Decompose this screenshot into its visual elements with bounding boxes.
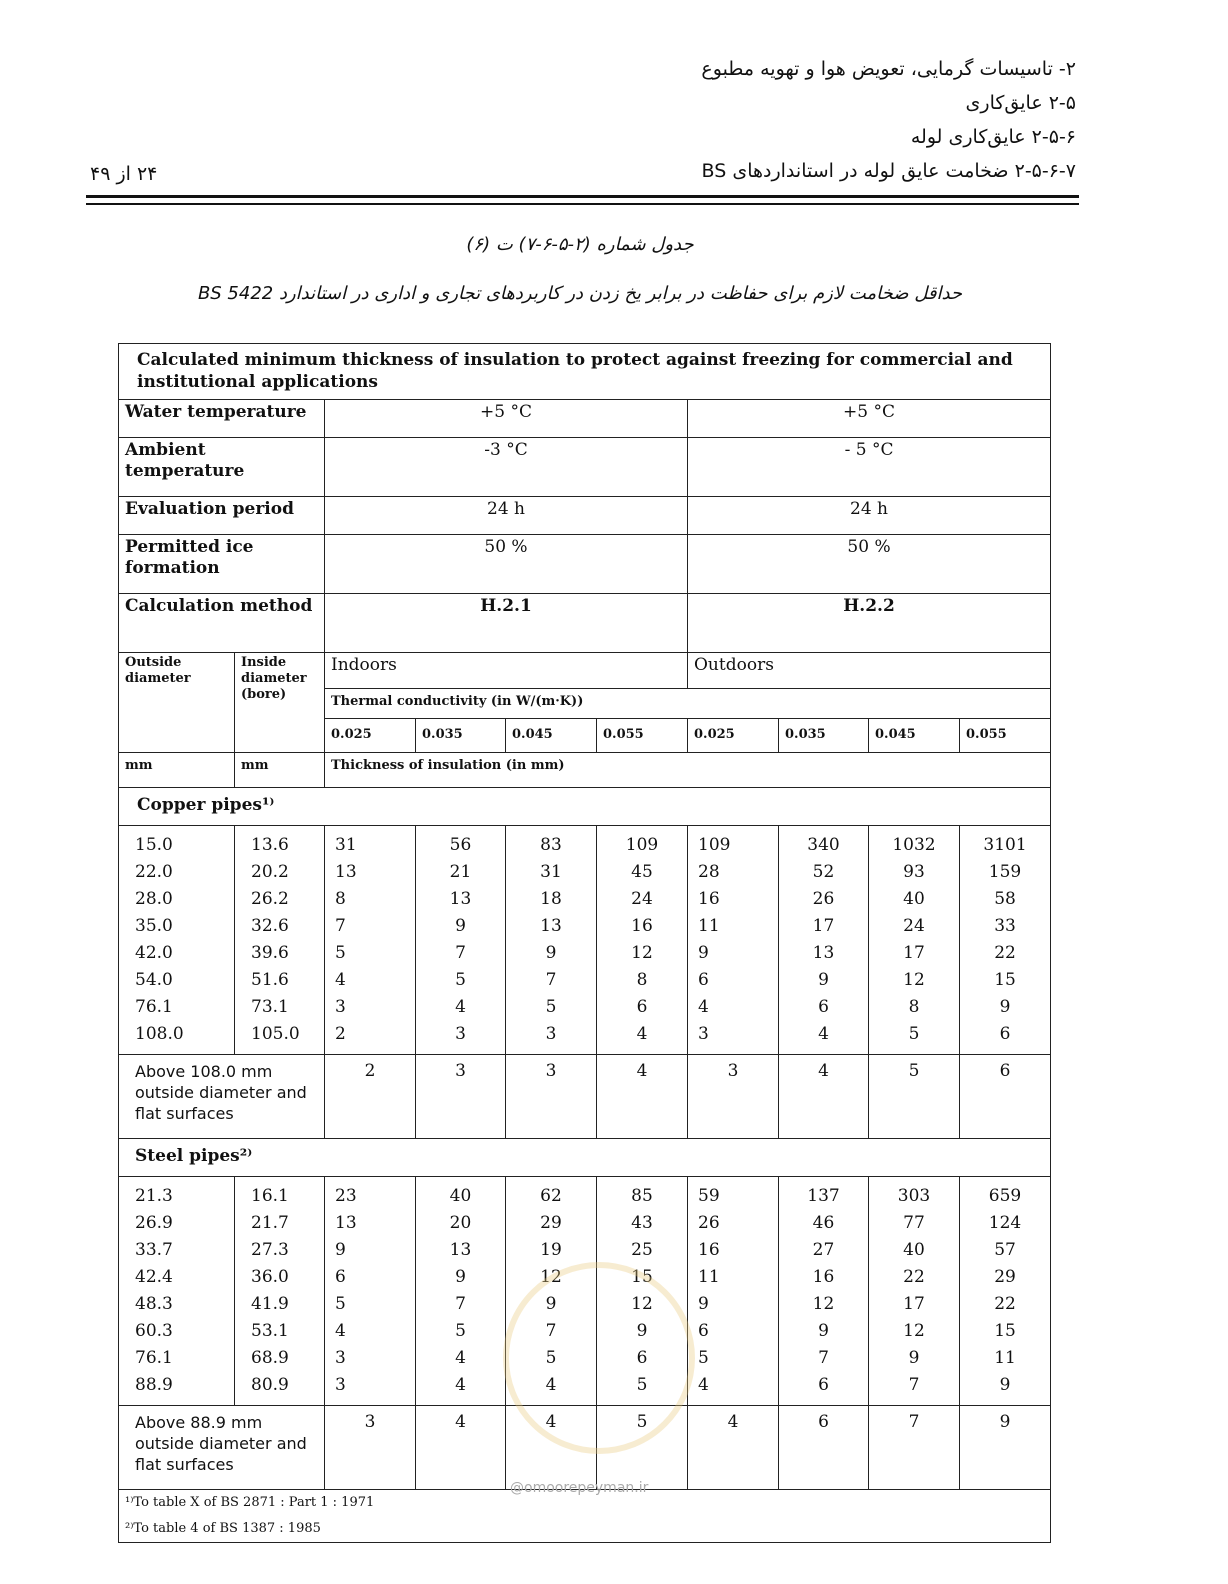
thickness-cell: 5 [325, 940, 416, 967]
diameter-cell: 54.0 [119, 967, 235, 994]
outdoors-header: Outdoors [688, 653, 1051, 689]
thickness-cell: 12 [779, 1291, 869, 1318]
diameter-cell: 39.6 [235, 940, 325, 967]
thickness-cell: 3101 [960, 826, 1051, 860]
diameter-cell: 26.9 [119, 1210, 235, 1237]
header-line-2: ۲-۵ عایق‌کاری [965, 92, 1076, 114]
thickness-cell: 52 [779, 859, 869, 886]
diameter-cell: 35.0 [119, 913, 235, 940]
diameter-cell: 27.3 [235, 1237, 325, 1264]
thickness-cell: 659 [960, 1177, 1051, 1211]
thickness-cell: 9 [960, 1406, 1051, 1490]
thickness-cell: 9 [416, 913, 506, 940]
thickness-cell: 26 [779, 886, 869, 913]
thickness-cell: 3 [325, 1345, 416, 1372]
diameter-cell: 53.1 [235, 1318, 325, 1345]
diameter-cell: 51.6 [235, 967, 325, 994]
thickness-cell: 1032 [869, 826, 960, 860]
thickness-cell: 16 [688, 1237, 779, 1264]
thickness-cell: 12 [869, 1318, 960, 1345]
thickness-cell: 22 [960, 940, 1051, 967]
thickness-cell: 3 [325, 1372, 416, 1406]
inside-diameter-header: Inside diameter (bore) [235, 653, 325, 753]
conductivity-value-cell: 0.025 [325, 719, 416, 753]
thickness-cell: 4 [416, 994, 506, 1021]
thickness-cell: 9 [506, 1291, 597, 1318]
thickness-cell: 4 [688, 994, 779, 1021]
thickness-cell: 4 [506, 1372, 597, 1406]
thickness-cell: 20 [416, 1210, 506, 1237]
thickness-cell: 4 [688, 1372, 779, 1406]
thickness-cell: 8 [597, 967, 688, 994]
thickness-cell: 6 [597, 994, 688, 1021]
param-value: H.2.1 [325, 594, 688, 653]
thickness-cell: 9 [869, 1345, 960, 1372]
thickness-cell: 3 [688, 1055, 779, 1139]
thickness-cell: 4 [416, 1372, 506, 1406]
thickness-cell: 43 [597, 1210, 688, 1237]
thickness-cell: 6 [960, 1021, 1051, 1055]
thickness-cell: 6 [688, 1318, 779, 1345]
thickness-cell: 137 [779, 1177, 869, 1211]
thickness-cell: 7 [416, 1291, 506, 1318]
thickness-cell: 11 [688, 1264, 779, 1291]
thickness-cell: 22 [869, 1264, 960, 1291]
thickness-cell: 40 [869, 1237, 960, 1264]
param-value: +5 °C [688, 400, 1051, 438]
diameter-cell: 33.7 [119, 1237, 235, 1264]
thickness-cell: 29 [960, 1264, 1051, 1291]
table-subtitle-caption: حداقل ضخامت لازم برای حفاظت در برابر یخ زدن در کاربردهای تجاری و اداری در استاندارد BS 5422 [197, 283, 963, 304]
diameter-cell: 15.0 [119, 826, 235, 860]
thickness-cell: 28 [688, 859, 779, 886]
thickness-cell: 5 [869, 1055, 960, 1139]
thickness-cell: 109 [688, 826, 779, 860]
thickness-cell: 5 [506, 994, 597, 1021]
thickness-cell: 4 [597, 1055, 688, 1139]
param-label: Evaluation period [119, 497, 325, 535]
diameter-cell: 36.0 [235, 1264, 325, 1291]
footnote-2: ²⁾To table 4 of BS 1387 : 1985 [119, 1516, 1051, 1543]
thickness-cell: 18 [506, 886, 597, 913]
diameter-cell: 88.9 [119, 1372, 235, 1406]
thickness-cell: 9 [779, 1318, 869, 1345]
table-row [119, 1021, 1051, 1055]
thickness-cell: 45 [597, 859, 688, 886]
thickness-cell: 93 [869, 859, 960, 886]
thickness-cell: 15 [960, 1318, 1051, 1345]
thickness-cell: 9 [779, 967, 869, 994]
conductivity-value-cell: 0.035 [779, 719, 869, 753]
header-rule [86, 195, 1079, 198]
thickness-cell: 7 [506, 967, 597, 994]
thickness-cell: 13 [416, 1237, 506, 1264]
thickness-cell: 3 [416, 1021, 506, 1055]
thickness-cell: 4 [688, 1406, 779, 1490]
thickness-cell: 5 [597, 1372, 688, 1406]
thickness-cell: 77 [869, 1210, 960, 1237]
thickness-cell: 3 [416, 1055, 506, 1139]
thickness-cell: 8 [325, 886, 416, 913]
thickness-cell: 16 [779, 1264, 869, 1291]
param-value: - 5 °C [688, 438, 1051, 497]
thickness-cell: 31 [325, 826, 416, 860]
thickness-cell: 62 [506, 1177, 597, 1211]
thickness-cell: 6 [779, 1406, 869, 1490]
copper-above-row [119, 1055, 1051, 1139]
thickness-cell: 21 [416, 859, 506, 886]
thickness-cell: 9 [960, 994, 1051, 1021]
thickness-cell: 16 [597, 913, 688, 940]
diameter-cell: 16.1 [235, 1177, 325, 1211]
param-value: 24 h [325, 497, 688, 535]
thickness-cell: 15 [960, 967, 1051, 994]
param-value: -3 °C [325, 438, 688, 497]
thickness-cell: 17 [869, 940, 960, 967]
thickness-cell: 56 [416, 826, 506, 860]
thickness-cell: 6 [960, 1055, 1051, 1139]
diameter-cell: 21.3 [119, 1177, 235, 1211]
unit-inside: mm [235, 753, 325, 788]
thickness-cell: 8 [869, 994, 960, 1021]
diameter-cell: 76.1 [119, 1345, 235, 1372]
thickness-cell: 19 [506, 1237, 597, 1264]
param-label: Ambient temperature [119, 438, 325, 497]
thickness-cell: 59 [688, 1177, 779, 1211]
thickness-cell: 4 [506, 1406, 597, 1490]
thickness-cell: 3 [506, 1055, 597, 1139]
diameter-cell: 76.1 [119, 994, 235, 1021]
thickness-cell: 4 [416, 1406, 506, 1490]
diameter-cell: 41.9 [235, 1291, 325, 1318]
thickness-cell: 12 [506, 1264, 597, 1291]
diameter-cell: 48.3 [119, 1291, 235, 1318]
table-row [119, 859, 1051, 886]
header-line-3: ۲-۵-۶ عایق‌کاری لوله [910, 126, 1076, 148]
table-row [119, 1177, 1051, 1211]
diameter-cell: 73.1 [235, 994, 325, 1021]
thickness-cell: 11 [960, 1345, 1051, 1372]
param-value: 50 % [688, 535, 1051, 594]
thickness-cell: 13 [506, 913, 597, 940]
thickness-cell: 5 [506, 1345, 597, 1372]
footnote-1: ¹⁾To table X of BS 2871 : Part 1 : 1971 [119, 1490, 1051, 1517]
thickness-cell: 5 [597, 1406, 688, 1490]
diameter-cell: 60.3 [119, 1318, 235, 1345]
thickness-cell: 5 [416, 1318, 506, 1345]
thickness-cell: 124 [960, 1210, 1051, 1237]
thickness-cell: 4 [779, 1055, 869, 1139]
header-line-1: ۲- تاسیسات گرمایی، تعویض هوا و تهویه مطبوع [701, 58, 1076, 80]
page-number: ۲۴ از ۴۹ [90, 163, 158, 185]
thickness-cell: 29 [506, 1210, 597, 1237]
diameter-cell: 21.7 [235, 1210, 325, 1237]
param-label: Calculation method [119, 594, 325, 653]
thickness-cell: 7 [506, 1318, 597, 1345]
thickness-cell: 2 [325, 1021, 416, 1055]
conductivity-value-cell: 0.045 [869, 719, 960, 753]
thickness-cell: 109 [597, 826, 688, 860]
param-value: 50 % [325, 535, 688, 594]
thickness-cell: 6 [325, 1264, 416, 1291]
thickness-cell: 6 [688, 967, 779, 994]
param-label: Water temperature [119, 400, 325, 438]
thickness-cell: 12 [597, 1291, 688, 1318]
thickness-cell: 7 [416, 940, 506, 967]
thickness-cell: 303 [869, 1177, 960, 1211]
thickness-cell: 31 [506, 859, 597, 886]
thickness-cell: 58 [960, 886, 1051, 913]
above-label-cell: Above 108.0 mm outside diameter and flat surfaces [119, 1055, 325, 1139]
diameter-cell: 42.0 [119, 940, 235, 967]
thickness-cell: 12 [869, 967, 960, 994]
thickness-cell: 9 [688, 940, 779, 967]
thickness-cell: 9 [960, 1372, 1051, 1406]
header-rule-thin [86, 203, 1079, 205]
thickness-cell: 3 [325, 1406, 416, 1490]
table-row [119, 913, 1051, 940]
thickness-cell: 40 [869, 886, 960, 913]
thickness-cell: 4 [779, 1021, 869, 1055]
thickness-cell: 26 [688, 1210, 779, 1237]
indoors-header: Indoors [325, 653, 688, 689]
thickness-cell: 17 [869, 1291, 960, 1318]
thickness-cell: 3 [688, 1021, 779, 1055]
thickness-cell: 3 [506, 1021, 597, 1055]
header-line-4: ۲-۵-۶-۷ ضخامت عایق لوله در استانداردهای BS [701, 160, 1076, 182]
thickness-cell: 46 [779, 1210, 869, 1237]
thickness-cell: 2 [325, 1055, 416, 1139]
param-value: +5 °C [325, 400, 688, 438]
copper-rows [119, 826, 1051, 1055]
diameter-cell: 105.0 [235, 1021, 325, 1055]
thickness-cell: 83 [506, 826, 597, 860]
diameter-cell: 68.9 [235, 1345, 325, 1372]
param-label: Permitted ice formation [119, 535, 325, 594]
conductivity-value-cell: 0.055 [597, 719, 688, 753]
thickness-cell: 3 [325, 994, 416, 1021]
thickness-cell: 6 [779, 994, 869, 1021]
thermal-conductivity-header: Thermal conductivity (in W/(m·K)) [325, 689, 1051, 719]
thickness-cell: 25 [597, 1237, 688, 1264]
thickness-cell: 85 [597, 1177, 688, 1211]
thickness-cell: 24 [869, 913, 960, 940]
thickness-cell: 9 [506, 940, 597, 967]
conductivity-value-cell: 0.025 [688, 719, 779, 753]
table-number-caption: جدول شماره (۲-۵-۶-۷) ت (۶) [466, 234, 694, 255]
thickness-cell: 9 [688, 1291, 779, 1318]
diameter-cell: 80.9 [235, 1372, 325, 1406]
thickness-cell: 27 [779, 1237, 869, 1264]
table-row [119, 967, 1051, 994]
thickness-cell: 9 [597, 1318, 688, 1345]
thickness-cell: 5 [688, 1345, 779, 1372]
thickness-cell: 24 [597, 886, 688, 913]
diameter-cell: 108.0 [119, 1021, 235, 1055]
param-value: H.2.2 [688, 594, 1051, 653]
thickness-cell: 9 [416, 1264, 506, 1291]
table-title: Calculated minimum thickness of insulation to protect against freezing for commercial and institutional applications [119, 344, 1051, 400]
thickness-cell: 40 [416, 1177, 506, 1211]
thickness-cell: 17 [779, 913, 869, 940]
thickness-cell: 4 [416, 1345, 506, 1372]
thickness-cell: 6 [779, 1372, 869, 1406]
thickness-cell: 13 [416, 886, 506, 913]
conductivity-value-cell: 0.055 [960, 719, 1051, 753]
outside-diameter-header: Outside diameter [119, 653, 235, 753]
thickness-cell: 15 [597, 1264, 688, 1291]
thickness-cell: 4 [325, 1318, 416, 1345]
thickness-cell: 159 [960, 859, 1051, 886]
table-row [119, 886, 1051, 913]
thickness-cell: 4 [325, 967, 416, 994]
conductivity-value-cell: 0.045 [506, 719, 597, 753]
thickness-cell: 6 [597, 1345, 688, 1372]
unit-outside: mm [119, 753, 235, 788]
thickness-cell: 11 [688, 913, 779, 940]
diameter-cell: 42.4 [119, 1264, 235, 1291]
table-row [119, 1210, 1051, 1237]
thickness-cell: 7 [869, 1406, 960, 1490]
table-row [119, 1237, 1051, 1264]
diameter-cell: 28.0 [119, 886, 235, 913]
thickness-cell: 340 [779, 826, 869, 860]
thickness-cell: 7 [325, 913, 416, 940]
table-row [119, 940, 1051, 967]
conductivity-value-cell: 0.035 [416, 719, 506, 753]
thickness-cell: 5 [416, 967, 506, 994]
thickness-cell: 4 [597, 1021, 688, 1055]
thickness-header: Thickness of insulation (in mm) [325, 753, 1051, 788]
thickness-cell: 22 [960, 1291, 1051, 1318]
thickness-cell: 33 [960, 913, 1051, 940]
diameter-cell: 13.6 [235, 826, 325, 860]
thickness-cell: 13 [779, 940, 869, 967]
thickness-cell: 7 [779, 1345, 869, 1372]
diameter-cell: 32.6 [235, 913, 325, 940]
table-row [119, 826, 1051, 860]
table-row [119, 994, 1051, 1021]
thickness-cell: 16 [688, 886, 779, 913]
param-value: 24 h [688, 497, 1051, 535]
diameter-cell: 22.0 [119, 859, 235, 886]
thickness-cell: 13 [325, 859, 416, 886]
diameter-cell: 26.2 [235, 886, 325, 913]
thickness-cell: 57 [960, 1237, 1051, 1264]
watermark-seal-icon [503, 1262, 695, 1454]
thickness-cell: 12 [597, 940, 688, 967]
thickness-cell: 7 [869, 1372, 960, 1406]
thickness-cell: 13 [325, 1210, 416, 1237]
above-label-cell: Above 88.9 mm outside diameter and flat surfaces [119, 1406, 325, 1490]
diameter-cell: 20.2 [235, 859, 325, 886]
watermark-text: @omoorepeyman.ir [510, 1480, 649, 1496]
thickness-cell: 23 [325, 1177, 416, 1211]
copper-pipes-heading: Copper pipes¹⁾ [119, 788, 1051, 826]
thickness-cell: 9 [325, 1237, 416, 1264]
thickness-cell: 5 [325, 1291, 416, 1318]
thickness-cell: 5 [869, 1021, 960, 1055]
steel-pipes-heading: Steel pipes²⁾ [119, 1139, 1051, 1177]
